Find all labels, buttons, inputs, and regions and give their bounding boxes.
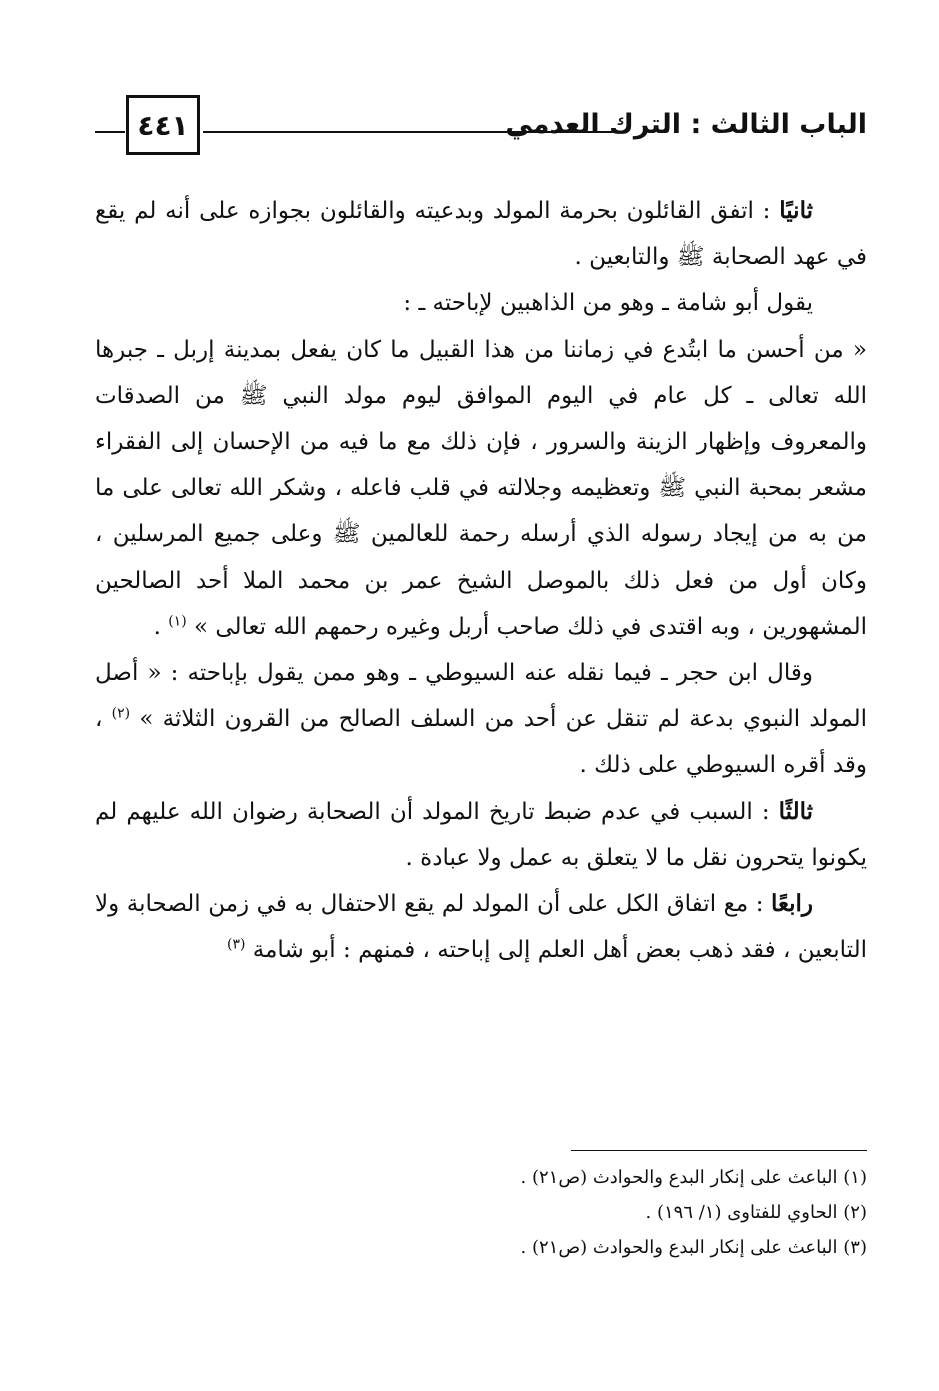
paragraph-lead: ثالثًا <box>778 797 813 825</box>
paragraph-tail: . <box>153 613 169 640</box>
header-rule <box>203 131 617 133</box>
paragraph-abu-shama-intro <box>95 280 867 326</box>
paragraph-tail: ، وقد أقره السيوطي على ذلك . <box>95 706 867 779</box>
chapter-title: الباب الثالث : الترك العدمي <box>505 109 867 140</box>
footnote-item: (١) الباعث على إنكار البدع والحوادث (ص٢١) . <box>520 1167 867 1188</box>
paragraph-second-point <box>95 188 867 280</box>
main-text <box>95 188 867 973</box>
paragraph-third-point <box>95 789 867 881</box>
footnote-item: (٢) الحاوي للفتاوى (١/ ١٩٦) . <box>645 1202 867 1223</box>
header-rule-short <box>95 131 125 133</box>
paragraph-text: « من أحسن ما ابتُدع في زماننا من هذا القبيل ما كان يفعل بمدينة إربل ـ جبرها الله تعالى ـ كل عام في اليوم الموافق ليوم مولد النبي ﷺ من الصدقات والمعروف وإظهار الزينة والسرور ، فإن ذلك مع ما فيه من الإحسان إلى الفقراء مشعر بمحبة النبي ﷺ وتعظيمه وجلالته في قلب فاعله ، وشكر الله تعالى على ما من به من إيجاد رسوله الذي أرسله رحمة للعالمين ﷺ وعلى جميع المرسلين ، وكان أول من فعل ذلك بالموصل الشيخ عمر بن محمد الملا أحد الصالحين المشهورين ، وبه اقتدى في ذلك صاحب أربل وغيره رحمهم الله تعالى » <box>95 336 867 640</box>
paragraph-lead: ثانيًا <box>779 197 813 224</box>
paragraph-fourth-point <box>95 881 867 973</box>
paragraph-text: يقول أبو شامة ـ وهو من الذاهبين لإباحته ـ : <box>403 290 813 317</box>
footnote-marker: (٢) <box>111 705 131 722</box>
paragraph-text: : اتفق القائلون بحرمة المولد وبدعيته والقائلون بجوازه على أنه لم يقع في عهد الصحابة ﷺ والتابعين . <box>95 198 867 271</box>
paragraph-text: : السبب في عدم ضبط تاريخ المولد أن الصحابة رضوان الله عليهم لم يكونوا يتحرون نقل ما لا يتعلق به عمل ولا عبادة . <box>95 798 867 871</box>
paragraph-text: وقال ابن حجر ـ فيما نقله عنه السيوطي ـ وهو ممن يقول بإباحته : « أصل المولد النبوي بدعة لم تنقل عن أحد من السلف الصالح من القرون الثلاثة » <box>95 660 868 733</box>
paragraph-ibn-hajar <box>95 650 867 789</box>
page-number: ٤٤١ <box>126 95 200 155</box>
paragraph-text: : مع اتفاق الكل على أن المولد لم يقع الاحتفال به في زمن الصحابة ولا التابعين ، فقد ذهب بعض أهل العلم إلى إباحته ، فمنهم : أبو شامة <box>95 891 867 964</box>
footnote-marker: (١) <box>168 613 187 630</box>
footnote-separator <box>571 1150 867 1151</box>
footnote-marker: (٣) <box>227 936 246 953</box>
paragraph-quotation <box>95 327 867 650</box>
footnotes <box>95 1160 867 1265</box>
running-header <box>95 95 867 159</box>
paragraph-lead: رابعًا <box>770 890 813 918</box>
footnote-item: (٣) الباعث على إنكار البدع والحوادث (ص٢١) . <box>520 1237 867 1258</box>
